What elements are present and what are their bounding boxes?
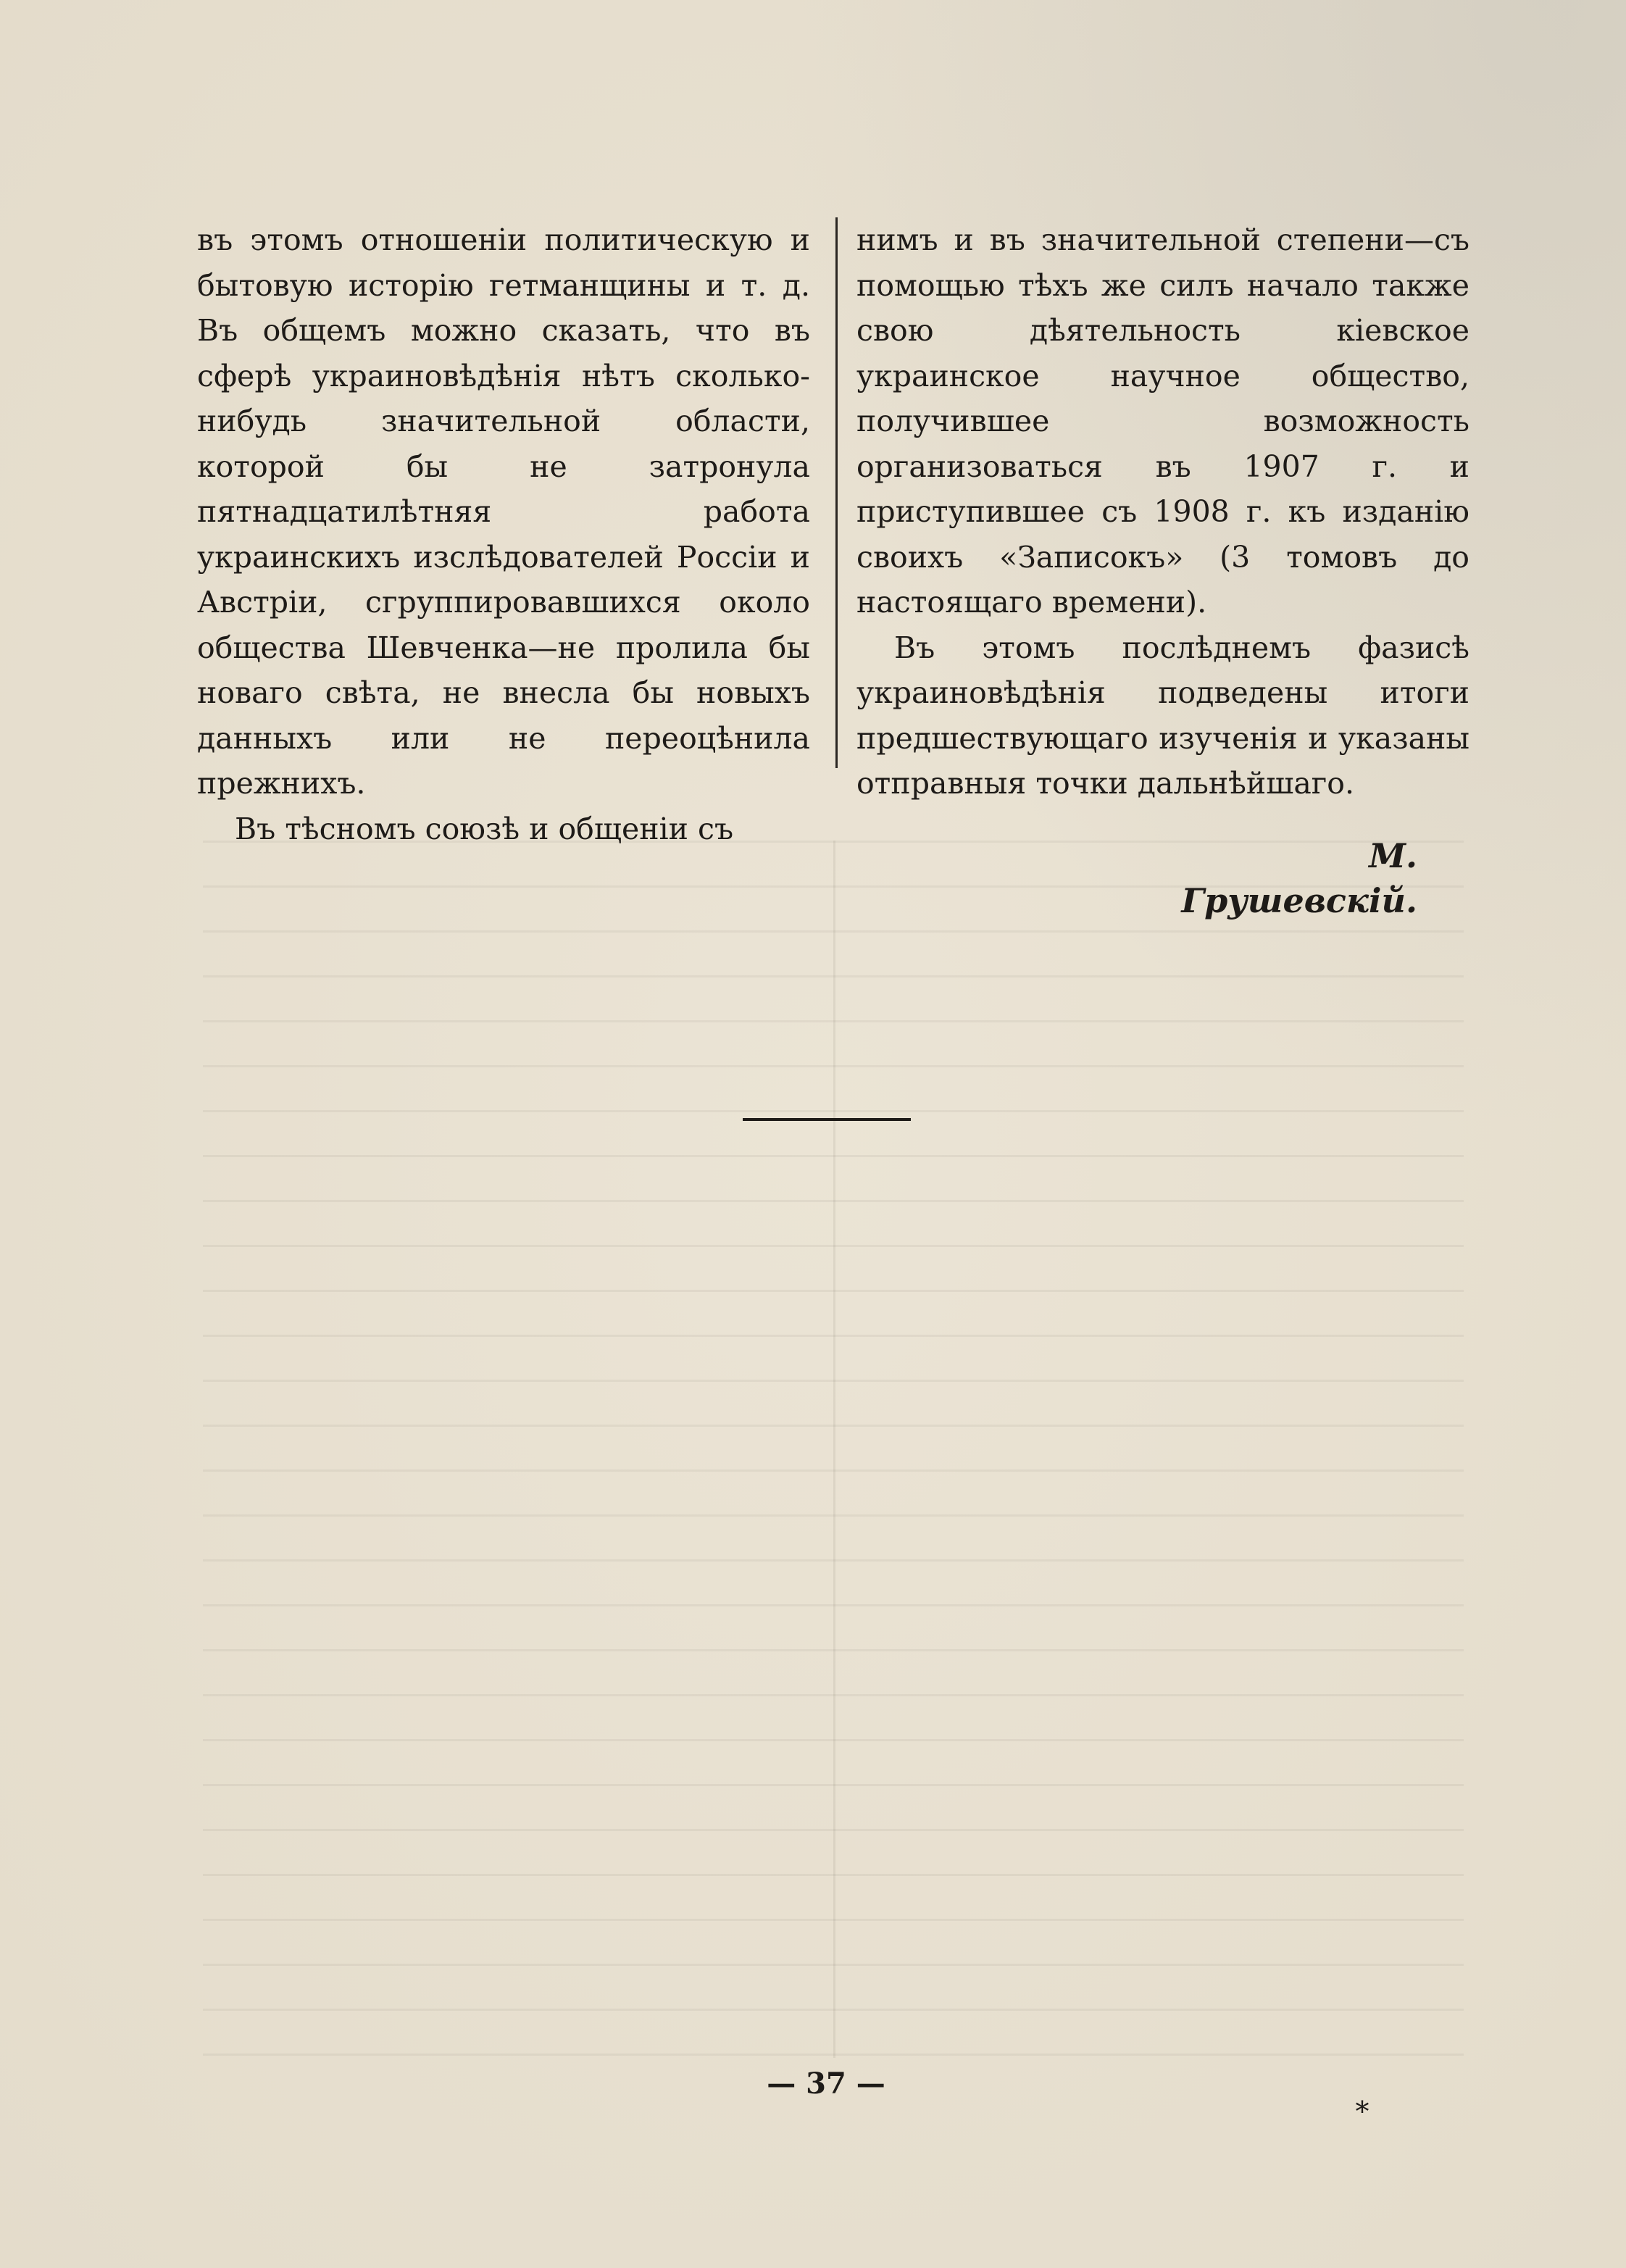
column-divider-rule bbox=[835, 217, 838, 768]
left-paragraph-2: Въ тѣсномъ союзѣ и общеніи съ bbox=[235, 811, 734, 846]
right-paragraph-1: нимъ и въ значительной степени—съ помощью тѣхъ же силъ начало также свою дѣятельность кіевское украинское научное общество, получившее возможность организоваться въ 1907 г. и приступившее съ 1908 г. къ изданію своихъ «Записокъ» (3 томовъ до настоящаго времени). bbox=[856, 222, 1469, 620]
section-end-divider bbox=[743, 1118, 911, 1121]
right-paragraph-2: Въ этомъ послѣднемъ фазисѣ украиновѣдѣнія подведены итоги предшествующаго изученія и указаны отправныя точки дальнѣйшаго. bbox=[856, 630, 1469, 801]
page-number: — 37 — bbox=[767, 2067, 885, 2101]
author-signature: М. Грушевскій. bbox=[1181, 836, 1417, 920]
bleed-through-rule bbox=[833, 841, 835, 2058]
right-text-column bbox=[856, 217, 1469, 806]
footer-asterisk-mark: * bbox=[1355, 2096, 1369, 2127]
left-text-column bbox=[197, 217, 810, 851]
left-paragraph-1: въ этомъ отношеніи политическую и бытовую исторію гетманщины и т. д. Въ общемъ можно сказать, что въ сферѣ украиновѣдѣнія нѣтъ сколько-нибудь значительной области, которой бы не затронула пятнадцатилѣтняя работа украинскихъ изслѣдователей Россіи и Австріи, сгруппировавшихся около общества Шевченка—не пролила бы новаго свѣта, не внесла бы новыхъ данныхъ или не переоцѣнила прежнихъ. bbox=[197, 222, 810, 801]
